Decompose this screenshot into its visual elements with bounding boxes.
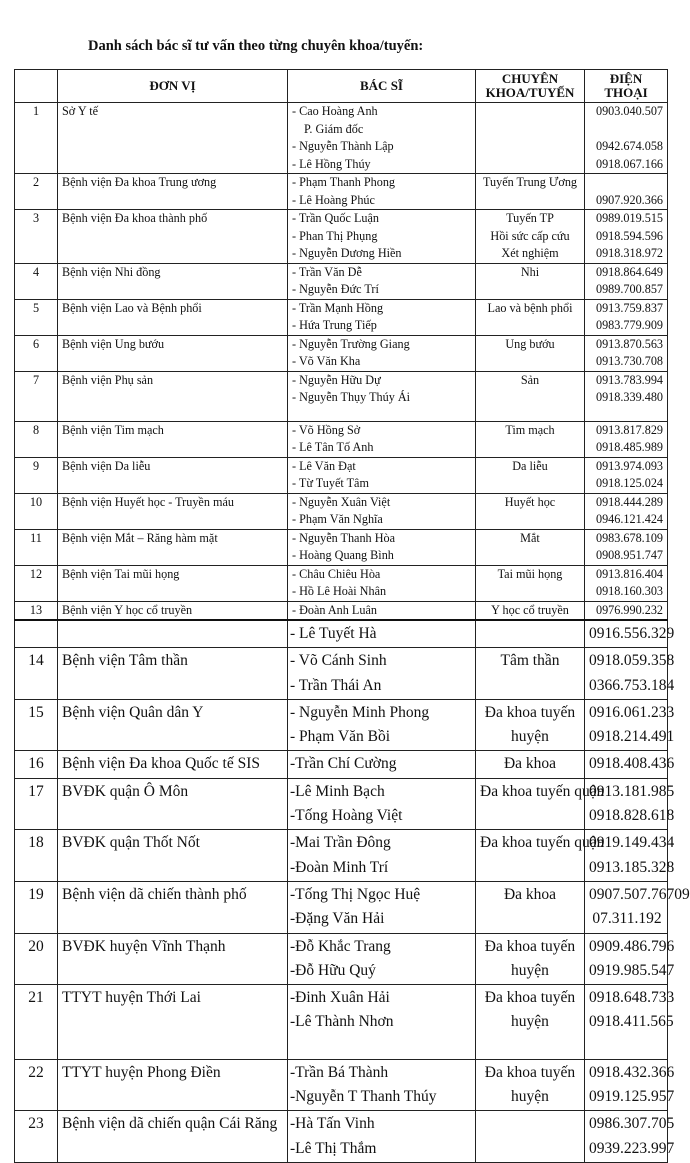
doctor-name: - Hoàng Quang Bình (292, 548, 394, 562)
specialty-text: Mắt (520, 530, 540, 545)
specialty (476, 830, 605, 882)
doctor-names (288, 1059, 476, 1111)
phone-number: 0918.318.972 (595, 246, 663, 260)
doctor-name: -Đặng Văn Hải (290, 910, 385, 928)
phone-number: 0918.160.303 (595, 584, 663, 598)
doctor-name: - Nguyễn Thụy Thúy Ái (292, 390, 411, 404)
specialty-text: Đa khoa tuyến (484, 937, 576, 955)
header-phone: ĐIỆN THOẠI (585, 70, 668, 103)
phone-number: 07.311.192 (592, 910, 662, 928)
specialty-text: huyện (511, 1088, 549, 1106)
row-number: 20 (15, 933, 58, 985)
phone-number (589, 121, 663, 139)
specialty-text: Đa khoa tuyến (484, 703, 576, 721)
unit-name: Bệnh viện dã chiến quận Cái Răng (58, 1111, 288, 1163)
header-specialty-line1: CHUYÊN (501, 71, 559, 86)
row-number: 7 (15, 371, 58, 421)
phone-number: 0942.674.058 (595, 139, 663, 153)
doctor-names (288, 830, 476, 882)
doctor-name: - Cao Hoàng Anh (292, 104, 378, 118)
phone-number: 0939.223.997 (589, 1139, 675, 1157)
doctor-name: - Trần Quốc Luận (292, 211, 379, 225)
doctor-name: - Đoàn Anh Luân (292, 602, 377, 617)
doctor-name: - Phạm Thanh Phong (292, 175, 396, 189)
unit-name: Bệnh viện Lao và Bệnh phổi (58, 299, 288, 335)
specialty (476, 601, 585, 620)
doctor-names (288, 778, 476, 830)
table-row (15, 1111, 668, 1163)
phone-number: 0907.920.366 (595, 192, 663, 207)
doctor-names (288, 103, 476, 174)
doctor-name: - Nguyễn Đức Trí (292, 282, 379, 296)
phone-numbers (585, 421, 668, 457)
doctor-names (288, 457, 476, 493)
doctor-names (288, 620, 476, 648)
unit-name: Bệnh viện Y học cổ truyền (58, 601, 288, 620)
specialty (476, 778, 605, 830)
table-row (15, 881, 668, 933)
row-number: 13 (15, 601, 58, 620)
phone-number: 0989.019.515 (595, 211, 663, 225)
phone-number: 0913.817.829 (595, 422, 663, 437)
phone-numbers (585, 457, 668, 493)
specialty-text: Tuyến Trung Ương (482, 175, 578, 189)
specialty-text: Tuyến TP (506, 211, 554, 225)
table-header-row (15, 70, 668, 103)
doctor-name: - Lê Tân Tố Anh (292, 440, 374, 454)
specialty (476, 751, 585, 778)
phone-number: 0918.125.024 (595, 476, 663, 490)
doctor-name: -Nguyễn T Thanh Thúy (290, 1088, 437, 1106)
doctor-name: - Võ Văn Kha (292, 354, 361, 368)
doctor-names (288, 210, 476, 264)
unit-name: Bệnh viện Quân dân Y (58, 699, 288, 751)
phone-numbers (585, 601, 668, 620)
doctor-name: - Nguyễn Xuân Việt (292, 494, 391, 509)
phone-number: 0918.864.649 (595, 264, 663, 279)
doctor-name: P. Giám đốc (304, 121, 364, 136)
specialty-text: Đa khoa tuyến quận (480, 834, 605, 852)
specialty-text: Huyết học (504, 494, 556, 509)
doctor-name: - Phan Thị Phụng (292, 228, 378, 243)
unit-name: Bệnh viện Nhi đồng (58, 263, 288, 299)
phone-number: 0918.059.358 (589, 652, 675, 670)
table-row (15, 620, 668, 648)
row-number: 18 (15, 830, 58, 882)
doctor-name: - Hứa Trung Tiếp (292, 318, 377, 332)
specialty (476, 648, 585, 700)
phone-number: 0913.759.837 (595, 300, 663, 315)
doctor-name: - Nguyễn Trường Giang (292, 336, 410, 351)
specialty (476, 457, 585, 493)
unit-name: Bệnh viện Phụ sản (58, 371, 288, 421)
specialty (476, 103, 585, 174)
phone-number: 0913.783.994 (595, 372, 663, 387)
doctor-name: - Võ Hồng Sở (292, 422, 361, 437)
phone-number: 0913.816.404 (595, 566, 663, 581)
phone-number: 0986.307.705 (589, 1115, 675, 1133)
table-body-small (15, 103, 668, 621)
doctor-names (288, 174, 476, 210)
specialty (476, 1111, 585, 1163)
phone-number: 0918.648.733 (589, 989, 675, 1007)
phone-numbers (585, 565, 668, 601)
phone-numbers (585, 174, 668, 210)
phone-number: 0918.485.989 (595, 440, 663, 454)
unit-name: Bệnh viện Da liễu (58, 457, 288, 493)
phone-number: 0918.411.565 (589, 1013, 674, 1031)
unit-name: BVĐK huyện Vĩnh Thạnh (58, 933, 288, 985)
table-row (15, 933, 668, 985)
doctor-names (288, 881, 476, 933)
doctor-names (288, 601, 476, 620)
specialty-text: huyện (511, 1013, 549, 1031)
doctor-name: - Nguyễn Dương Hiền (292, 246, 402, 260)
unit-name: Bệnh viện Tâm thần (58, 648, 288, 700)
phone-number: 0918.214.491 (589, 728, 675, 746)
phone-number: 0913.181.985 (589, 782, 675, 800)
row-number: 19 (15, 881, 58, 933)
phone-number: 0918.067.166 (595, 156, 663, 171)
unit-name: BVĐK quận Thốt Nốt (58, 830, 288, 882)
table-row (15, 601, 668, 620)
phone-numbers (585, 1059, 675, 1111)
specialty (476, 620, 585, 648)
specialty (476, 1059, 585, 1111)
row-number: 12 (15, 565, 58, 601)
phone-numbers (585, 103, 668, 174)
row-number: 8 (15, 421, 58, 457)
doctor-name: -Đinh Xuân Hải (290, 989, 390, 1007)
row-number: 5 (15, 299, 58, 335)
phone-numbers (585, 620, 675, 648)
doctor-names (288, 263, 476, 299)
doctor-name: -Lê Thành Nhơn (290, 1013, 394, 1031)
specialty (476, 881, 585, 933)
doctor-name: - Trần Mạnh Hồng (292, 300, 384, 315)
unit-name: Bệnh viện Đa khoa Quốc tế SIS (58, 751, 288, 778)
specialty (476, 174, 585, 210)
row-number: 3 (15, 210, 58, 264)
phone-numbers (585, 1111, 675, 1163)
phone-number: 0918.594.596 (595, 228, 663, 243)
row-number: 17 (15, 778, 58, 830)
phone-number: 0909.486.796 (589, 937, 675, 955)
row-number: 22 (15, 1059, 58, 1111)
phone-numbers (585, 263, 668, 299)
doctor-names (288, 529, 476, 565)
table-row (15, 457, 668, 493)
doctor-name: -Đỗ Khắc Trang (290, 937, 391, 955)
specialty-text: Đa khoa tuyến quận (480, 782, 605, 800)
table-row (15, 529, 668, 565)
specialty (476, 933, 585, 985)
doctor-names (288, 751, 476, 778)
doctor-names (288, 371, 476, 421)
phone-number: 0983.678.109 (595, 530, 663, 545)
doctor-name: - Nguyễn Hữu Dự (292, 372, 381, 387)
phone-number: 0916.061.233 (589, 703, 675, 721)
doctor-names (288, 565, 476, 601)
doctor-name: - Lê Hoàng Phúc (292, 192, 375, 207)
specialty-text: Y học cổ truyền (491, 602, 569, 617)
row-number: 6 (15, 335, 58, 371)
phone-number: 0913.974.093 (595, 458, 663, 473)
phone-numbers (585, 985, 675, 1060)
table-row (15, 751, 668, 778)
doctor-names (288, 699, 476, 751)
specialty (476, 263, 585, 299)
doctor-name: - Hồ Lê Hoài Nhân (292, 584, 387, 598)
specialty-text: huyện (511, 961, 549, 979)
doctor-name: -Lê Thị Thắm (290, 1139, 377, 1157)
table-row (15, 174, 668, 210)
phone-number: 0913.730.708 (595, 354, 663, 368)
header-stt (15, 70, 58, 103)
unit-name: Bệnh viện Tai mũi họng (58, 565, 288, 601)
header-doctor: BÁC SĨ (288, 70, 476, 103)
specialty (476, 493, 585, 529)
doctor-name: -Đoàn Minh Trí (290, 858, 389, 876)
specialty (476, 421, 585, 457)
table-row (15, 371, 668, 421)
doctor-names (288, 335, 476, 371)
phone-numbers (585, 933, 675, 985)
phone-numbers (585, 529, 668, 565)
specialty (476, 529, 585, 565)
phone-number: 0366.753.184 (589, 676, 675, 694)
doctor-name: -Lê Minh Bạch (290, 782, 385, 800)
specialty-text: Tai mũi họng (497, 566, 563, 581)
phone-number: 0916.556.329 (589, 625, 675, 642)
phone-number: 0946.121.424 (595, 512, 663, 526)
doctor-name: -Đỗ Hữu Quý (290, 961, 376, 979)
doctor-name: -Hà Tấn Vinh (290, 1115, 375, 1133)
doctor-name: - Nguyễn Thành Lập (292, 139, 394, 153)
doctor-list-table (14, 69, 690, 1163)
row-number: 11 (15, 529, 58, 565)
table-row (15, 830, 668, 882)
doctor-name: - Lê Văn Đạt (292, 458, 356, 473)
phone-number (589, 174, 663, 192)
specialty-text: huyện (511, 728, 549, 746)
unit-name: TTYT huyện Thới Lai (58, 985, 288, 1060)
header-specialty-line2: KHOA/TUYẾN (485, 85, 575, 100)
doctor-names (288, 421, 476, 457)
specialty-text: Đa khoa (503, 755, 557, 773)
table-row (15, 565, 668, 601)
unit-name: Bệnh viện Ung bướu (58, 335, 288, 371)
phone-number: 0919.125.957 (589, 1088, 675, 1106)
table-row (15, 103, 668, 174)
phone-numbers (585, 699, 675, 751)
specialty (476, 699, 585, 751)
phone-numbers (585, 210, 668, 264)
phone-number: 0918.444.289 (595, 494, 663, 509)
doctor-name: -Trần Bá Thành (290, 1063, 389, 1081)
row-number (15, 620, 58, 648)
phone-number: 0918.339.480 (595, 390, 663, 404)
phone-numbers (585, 881, 690, 933)
specialty-text: Đa khoa tuyến (484, 989, 576, 1007)
phone-number: 0918.432.366 (589, 1063, 675, 1081)
specialty-text: Ung bướu (505, 336, 555, 351)
header-specialty (476, 70, 585, 103)
specialty (476, 565, 585, 601)
row-number: 10 (15, 493, 58, 529)
unit-name (58, 620, 288, 648)
doctor-name: - Từ Tuyết Tâm (292, 476, 369, 490)
unit-name: Bệnh viện Huyết học - Truyền máu (58, 493, 288, 529)
doctor-name: -Mai Trần Đông (290, 834, 391, 852)
specialty (476, 985, 585, 1060)
table-row (15, 421, 668, 457)
unit-name: TTYT huyện Phong Điền (58, 1059, 288, 1111)
unit-name: Sở Y tế (58, 103, 288, 174)
phone-number: 0913.870.563 (595, 336, 663, 351)
row-number: 9 (15, 457, 58, 493)
specialty-text: Xét nghiệm (501, 246, 559, 260)
phone-number: 0989.700.857 (595, 282, 663, 296)
specialty-text: Da liễu (512, 458, 548, 473)
table-row (15, 699, 668, 751)
table-row (15, 985, 668, 1060)
doctor-name: - Võ Cánh Sinh (290, 652, 387, 670)
row-number: 2 (15, 174, 58, 210)
unit-name: BVĐK quận Ô Môn (58, 778, 288, 830)
phone-number: 0913.185.328 (589, 858, 675, 876)
specialty-text: Nhi (520, 264, 540, 279)
doctor-names (288, 299, 476, 335)
doctor-names (288, 648, 476, 700)
phone-numbers (585, 299, 668, 335)
phone-number: 0908.951.747 (595, 548, 663, 562)
phone-number: 0976.990.232 (595, 602, 663, 617)
unit-name: Bệnh viện Đa khoa thành phố (58, 210, 288, 264)
row-number: 16 (15, 751, 58, 778)
phone-number: 0918.828.618 (589, 807, 675, 825)
phone-number: 0983.779.909 (595, 318, 663, 332)
table-row (15, 648, 668, 700)
specialty-text: Tâm thần (500, 652, 560, 670)
unit-name: Bệnh viện Mắt – Răng hàm mặt (58, 529, 288, 565)
phone-numbers (585, 335, 668, 371)
doctor-name: - Phạm Văn Nghĩa (292, 512, 383, 526)
phone-number: 0907.507.76709 (589, 885, 690, 903)
row-number: 14 (15, 648, 58, 700)
phone-number: 0903.040.507 (595, 104, 663, 118)
doctor-names (288, 933, 476, 985)
doctor-names (288, 493, 476, 529)
specialty-text: Sản (520, 372, 540, 387)
phone-numbers (585, 830, 675, 882)
doctor-name: - Châu Chiêu Hòa (292, 566, 381, 581)
doctor-name: - Lê Hồng Thúy (292, 156, 371, 171)
specialty-text: Hồi sức cấp cứu (490, 228, 570, 243)
phone-numbers (585, 493, 668, 529)
row-number: 4 (15, 263, 58, 299)
specialty-text: Đa khoa tuyến (484, 1063, 576, 1081)
table-row (15, 335, 668, 371)
table-row (15, 210, 668, 264)
header-unit: ĐƠN VỊ (58, 70, 288, 103)
specialty (476, 335, 585, 371)
table-row (15, 299, 668, 335)
row-number: 23 (15, 1111, 58, 1163)
table-row (15, 263, 668, 299)
doctor-name: -Tống Hoàng Việt (290, 807, 403, 825)
phone-numbers (585, 751, 675, 778)
row-number: 21 (15, 985, 58, 1060)
doctor-names (288, 985, 476, 1060)
phone-number: 0919.149.434 (589, 834, 675, 852)
table-row (15, 493, 668, 529)
phone-numbers (585, 371, 668, 421)
doctor-name: - Lê Tuyết Hà (290, 625, 377, 642)
unit-name: Bệnh viện Tim mạch (58, 421, 288, 457)
phone-number: 0919.985.547 (589, 961, 675, 979)
doctor-name: - Nguyễn Minh Phong (290, 703, 430, 721)
doctor-name: - Trần Thái An (290, 676, 382, 694)
table-body-large (15, 620, 690, 1162)
table-row (15, 778, 668, 830)
doctor-name: -Trần Chí Cường (290, 755, 397, 773)
doctor-name: - Trần Văn Dễ (292, 264, 362, 279)
doctor-name: -Tống Thị Ngọc Huệ (290, 885, 421, 903)
doctor-name: - Nguyễn Thanh Hòa (292, 530, 396, 545)
document-title: Danh sách bác sĩ tư vấn theo từng chuyên khoa/tuyến: (88, 38, 424, 54)
specialty-text: Đa khoa (503, 885, 557, 903)
phone-numbers (585, 778, 675, 830)
specialty (476, 371, 585, 421)
unit-name: Bệnh viện dã chiến thành phố (58, 881, 288, 933)
phone-numbers (585, 648, 675, 700)
phone-number: 0918.408.436 (589, 755, 675, 773)
unit-name: Bệnh viện Đa khoa Trung ương (58, 174, 288, 210)
specialty-text: Tim mạch (505, 422, 555, 437)
specialty (476, 210, 585, 264)
row-number: 15 (15, 699, 58, 751)
row-number: 1 (15, 103, 58, 174)
table-row (15, 1059, 668, 1111)
doctor-name: - Phạm Văn Bồi (290, 728, 391, 746)
specialty-text: Lao và bệnh phổi (487, 300, 573, 315)
doctor-names (288, 1111, 476, 1163)
specialty (476, 299, 585, 335)
